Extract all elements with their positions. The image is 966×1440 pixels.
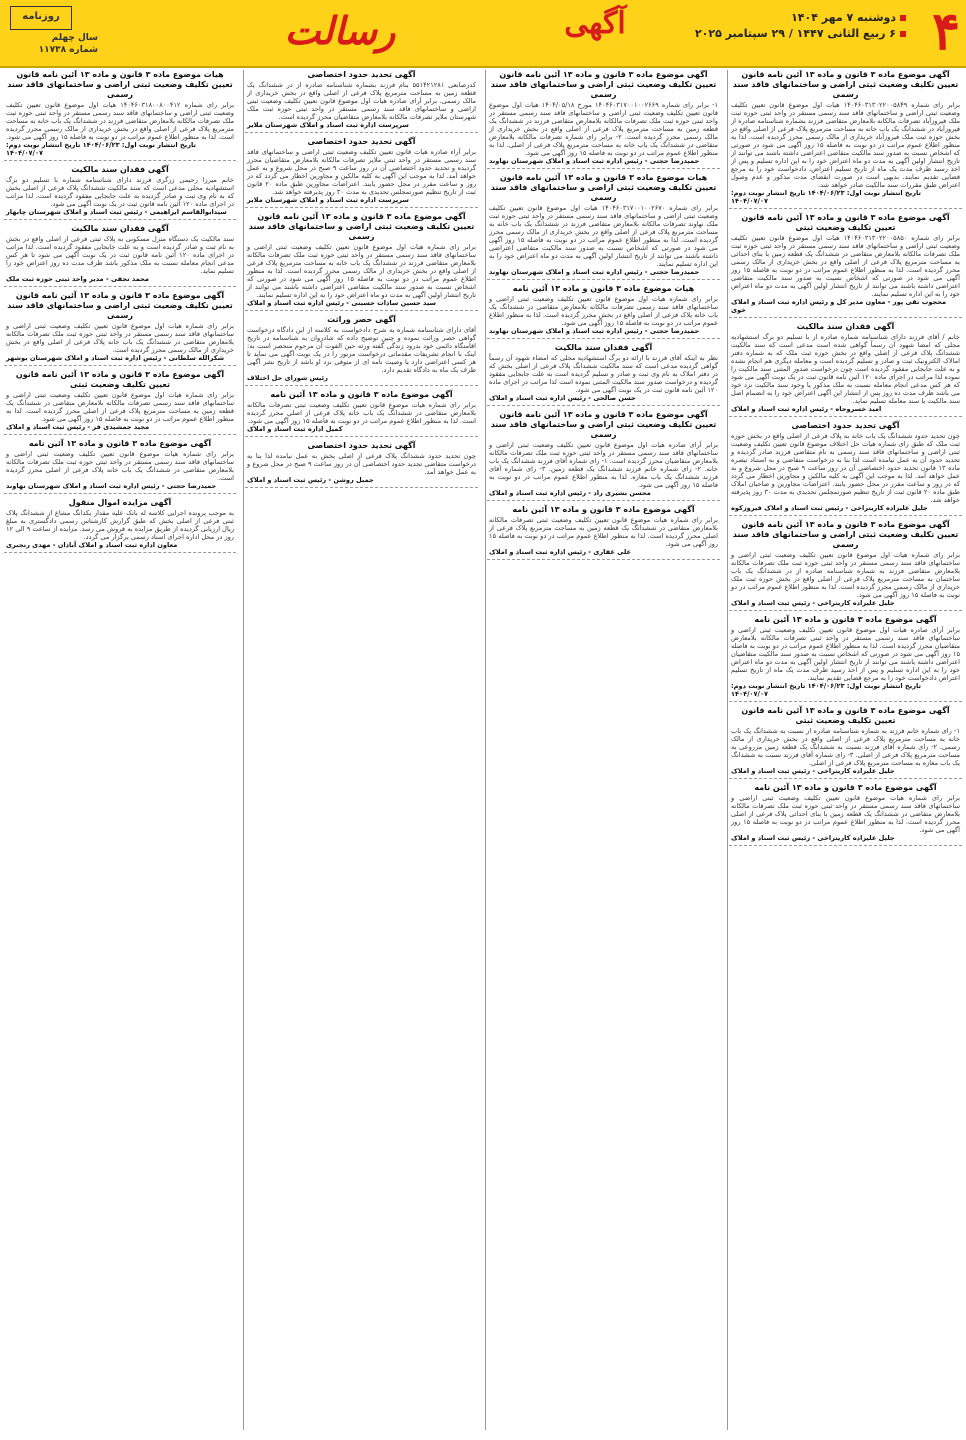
notice-item xyxy=(729,706,962,779)
notice-signature: سیدابوالقاسم ابراهیمی - رئیس ثبت اسناد و املاک شهرستان چابهار xyxy=(6,208,227,216)
notice-body: برابر رای شماره ۱۴۰۴۶۰۳۱۸۰۰۸۰۰۴۱۲ هیات اول موضوع قانون تعیین تکلیف وضعیت ثبتی اراضی و ساختمانهای فاقد سند رسمی مستقر در واحد ثبتی حوزه ثبت ملک تصرفات مالکانه بلامعارض متقاضی فرزند در ششدانگ یک باب خانه به مساحت مترمربع پلاک فرعی از اصلی واقع در بخش خریداری از مالک رسمی محرز گردیده است. لذا به منظور اطلاع عموم مراتب در دو نوبت به فاصله ۱۵ روز آگهی می شود. xyxy=(6,101,234,141)
notice-title: آگهی مزایده اموال منقول xyxy=(68,498,172,507)
notice-title: هیات موضوع ماده ۳ قانون و ماده ۱۳ آئین نامه قانون تعیین تکلیف وضعیت ثبتی اراضی و ساختمانهای فاقد سند رسمی xyxy=(7,70,233,99)
notice-title: آگهی موضوع ماده ۳ قانون و ماده ۱۳ آئین نامه قانون تعیین تکلیف وضعیت ثبتی اراضی و ساختمانهای فاقد سند رسمی xyxy=(490,410,717,439)
notice-body: چون تحدید حدود ششدانگ پلاک فرعی از اصلی بخش به عمل نیامده لذا بنا به درخواست متقاضی تحدید حدود اختصاصی آن در روز ساعت ۹ صبح در محل شروع و به عمل خواهد آمد. xyxy=(247,452,476,476)
notice-title: آگهی تحدید حدود اختصاصی xyxy=(791,421,900,430)
notice-item xyxy=(729,783,962,846)
notice-title: هیات موضوع ماده ۳ قانون و ماده ۱۳ آئین نامه xyxy=(512,284,695,293)
notice-title: آگهی تحدید حدود اختصاصی xyxy=(307,441,416,450)
notice-title: آگهی تحدید حدود اختصاصی xyxy=(307,137,416,146)
notice-title: آگهی تحدید حدود اختصاصی xyxy=(307,70,416,79)
issue-label: شماره ۱۱۷۳۸ xyxy=(38,45,98,55)
notice-body: آقای دارای شناسنامه شماره به شرح دادخواست به کلاسه از این دادگاه درخواست گواهی حصر وراثت نموده و چنین توضیح داده که شادروان به شناسنامه در تاریخ اقامتگاه دائمی خود بدرود زندگی گفته ورثه حین الفوت آن مرحوم منحصر است به: اینک با انجام تشریفات مقدماتی درخواست مزبور را در یک نوبت آگهی می نماید تا هر کسی اعتراضی دارد یا وصیت نامه ای از متوفی نزد او باشد از تاریخ نشر آگهی ظرف یک ماه به دادگاه تقدیم دارد. xyxy=(247,326,476,374)
newspaper-logo: رسالت xyxy=(284,8,396,53)
page-number: ۴ xyxy=(932,1,960,62)
notice-item xyxy=(245,212,478,311)
notice-signature: معاون اداره ثبت اسناد و املاک آبادان - مهدی رنجبری xyxy=(6,541,178,549)
notice-item xyxy=(4,224,236,287)
notice-item xyxy=(729,615,962,702)
notice-title: آگهی فقدان سند مالکیت xyxy=(554,343,653,352)
notice-signature: محسن بشیری راد - رئیس اداره ثبت اسناد و املاک xyxy=(489,489,651,497)
notice-item xyxy=(4,165,236,220)
notice-body: برابر رای شماره هیات اول موضوع قانون تعیین تکلیف وضعیت ثبتی اراضی و ساختمانهای فاقد سند رسمی مستقر در واحد ثبتی حوزه ثبت ملک تصرفات مالکانه بلامعارض متقاضی در ششدانگ یک باب خانه پلاک فرعی از اصلی واقع در بخش خریداری از مالک رسمی محرز گردیده است. xyxy=(6,322,234,354)
bullet-square-icon xyxy=(900,15,906,21)
notice-signature: حمیدرضا حجتی - رئیس اداره ثبت اسناد و املاک شهرستان نهاوند xyxy=(489,268,700,276)
notice-title: آگهی فقدان سند مالکیت xyxy=(71,224,169,233)
date-line-1: دوشنبه ۷ مهر ۱۴۰۴ xyxy=(676,10,906,26)
notice-body: برابر رای شماره هیات اول موضوع قانون تعیین تکلیف وضعیت ثبتی اراضی و ساختمانهای فاقد سند رسمی تصرفات مالکانه بلامعارض متقاضی در ششدانگ یک قطعه زمین به مساحت مترمربع پلاک فرعی از اصلی محرز گردیده است. لذا به منظور اطلاع عموم مراتب در دو نوبت به فاصله ۱۵ روز آگهی می شود. xyxy=(6,391,234,423)
notice-signature: جلیل علیزاده کاریتراخی - رئیس ثبت اسناد و املاک xyxy=(731,599,895,607)
notice-item xyxy=(245,390,478,437)
notice-body: برابر رای شماره هیات موضوع قانون تعیین تکلیف وضعیت ثبتی اراضی و ساختمانهای فاقد سند رسمی مستقر در واحد ثبتی حوزه ثبت ملک تصرفات مالکانه بلامعارض متقاضی در ششدانگ یک باب خانه پلاک فرعی از اصلی محرز گردیده است. xyxy=(6,450,234,482)
notice-signature: حمیدرضا حجتی - رئیس اداره ثبت اسناد و املاک شهرستان نهاوند xyxy=(6,482,217,490)
notice-title: آگهی موضوع ماده ۳ قانون و ماده ۱۳ آئین نامه xyxy=(754,783,937,792)
notice-signature: جلیل علیزاده کاریتراخی - رئیس ثبت اسناد و املاک xyxy=(731,834,895,842)
notice-item xyxy=(4,70,236,161)
notice-body: کدرصانعی ۵۵۱۴۲۱۲۸۱ بنام فرزند بشماره شناسنامه صادره از در ششدانگ یک قطعه زمین به مساحت مترمربع پلاک فرعی از اصلی واقع در بخش خریداری از مالک رسمی. برابر آرای صادره هیات اول موضوع قانون تعیین تکلیف وضعیت ثبتی اراضی و ساختمانهای فاقد سند رسمی مستقر در واحد ثبتی حوزه ثبت ملک شهرستان ملایر تصرفات مالکانه بلامعارض متقاضیان محرز گردیده است. xyxy=(247,81,476,121)
notice-body: برابر رای شماره ۱۴۰۴۶۰۳۱۳۰۲۲۰۰۵۸۴۹ هیات اول موضوع قانون تعیین تکلیف وضعیت ثبتی اراضی و ساختمانهای فاقد سند رسمی مستقر در واحد ثبتی حوزه ثبت ملک فیروزآباد تصرفات مالکانه بلامعارض متقاضی فرزند بشماره شناسنامه صادره از فیروزآباد در ششدانگ یک باب خانه به مساحت مترمربع پلاک فرعی از اصلی واقع در بخش حوزه ثبت ملک فیروزآباد خریداری از مالک رسمی محرز گردیده است. لذا به منظور اطلاع عموم مراتب در دو نوبت به فاصله ۱۵ روز آگهی می شود در صورتی که اشخاص نسبت به صدور سند مالکیت متقاضی اعتراضی داشته باشند می توانند از تاریخ انتشار اولین آگهی به مدت دو ماه اعتراض خود را به این اداره تسلیم و پس از اخذ رسید ظرف مدت یک ماه از تاریخ تسلیم اعتراض، دادخواست خود را به مرجع قضایی تقدیم نمایند. بدیهی است در صورت انقضای مدت مذکور و عدم وصول اعتراض طبق مقررات سند مالکیت صادر خواهد شد. xyxy=(731,101,960,189)
bullet-square-icon xyxy=(900,31,906,37)
notice-item xyxy=(4,439,236,494)
notice-body: ۱- رای شماره خانم فرزند به شماره شناسنامه صادره از نسبت به ششدانگ یک باب خانه به مساحت مترمربع پلاک فرعی از اصلی واقع در بخش خریداری از مالک رسمی. ۲- رای شماره آقای فرزند نسبت به ششدانگ یک قطعه زمین مزروعی به مساحت مترمربع پلاک فرعی از اصلی. ۳- رای شماره آقای فرزند نسبت به ششدانگ یک باب مغازه به مساحت مترمربع پلاک فرعی از اصلی. xyxy=(731,727,960,767)
notice-title: آگهی موضوع ماده ۳ قانون و ماده ۱۳ آئین نامه xyxy=(28,439,212,448)
notice-item xyxy=(245,315,478,386)
notice-title: آگهی موضوع ماده ۳ قانون و ماده ۱۳ آئین نامه قانون تعیین تکلیف وضعیت ثبتی اراضی و ساختمانهای فاقد سند رسمی xyxy=(732,520,959,549)
notice-signature: تاریخ انتشار نوبت اول: ۱۴۰۴/۰۶/۲۳ تاریخ انتشار نوبت دوم: ۱۴۰۴/۰۷/۰۷ xyxy=(6,141,196,157)
notice-body: برابر آرای صادره هیات اول موضوع قانون تعیین تکلیف وضعیت ثبتی اراضی و ساختمانهای فاقد سند رسمی مستقر در واحد ثبتی حوزه ثبت ملک تصرفات مالکانه بلامعارض متقاضیان محرز گردیده است. ۱- رای شماره آقای فرزند ششدانگ یک باب خانه. ۲- رای شماره خانم فرزند ششدانگ یک قطعه زمین. ۳- رای شماره آقای فرزند ششدانگ یک باب مغازه. لذا به منظور اطلاع عموم مراتب در دو نوبت به فاصله ۱۵ روز آگهی می شود. xyxy=(489,441,719,489)
section-title: آگهی xyxy=(564,6,626,41)
notice-body: برابر رای شماره هیات موضوع قانون تعیین تکلیف وضعیت ثبتی تصرفات مالکانه بلامعارض متقاضی در ششدانگ یک قطعه زمین به مساحت مترمربع پلاک فرعی از اصلی محرز گردیده است. لذا به منظور اطلاع عموم مراتب در دو نوبت به فاصله ۱۵ روز آگهی می شود. xyxy=(489,516,718,548)
notice-title: آگهی موضوع ماده ۳ قانون و ماده ۱۳ آئین نامه xyxy=(512,505,695,514)
notice-body: به موجب پرونده اجرایی کلاسه له بانک علیه مقدار یکدانگ مشاع از ششدانگ پلاک ثبتی فرعی از اصلی بخش که طبق گزارش کارشناس رسمی دادگستری به مبلغ ریال ارزیابی گردیده از طریق مزایده به فروش می رسد. مزایده از ساعت ۹ الی ۱۲ روز در محل اداره اجرای اسناد رسمی برگزار می گردد. xyxy=(6,509,235,541)
notice-item xyxy=(729,421,962,516)
corner-logo: روزنامه xyxy=(10,6,72,30)
notice-body: چون تحدید حدود ششدانگ یک باب خانه به پلاک فرعی از اصلی واقع در بخش حوزه ثبت ملک که طبق رای شماره هیات حل اختلاف موضوع قانون تعیین تکلیف وضعیت ثبتی اراضی و ساختمانهای فاقد سند رسمی به نام متقاضی فرزند صادر گردیده و تحدید حدود آن به عمل نیامده است لذا بنا به درخواست متقاضی و به استناد تبصره ماده ۱۳ قانون تحدید حدود اختصاصی آن در روز ساعت ۹ صبح در محل شروع و به عمل خواهد آمد. لذا به موجب این آگهی به کلیه مالکین و مجاورین اخطار می گردد که در روز و ساعت مقرر در محل حضور یابند. اعتراضات مجاورین و صاحبان املاک طبق ماده ۲۰ قانون ثبت از تاریخ تنظیم صورتمجلس تحدیدی به مدت ۳۰ روز پذیرفته خواهد شد. xyxy=(731,432,960,504)
notice-title: آگهی موضوع ماده ۳ قانون و ماده ۱۳ آئین نامه xyxy=(270,390,453,399)
notice-body: خانم / آقای فرزند دارای شناسنامه شماره صادره از با تسلیم دو برگ استشهادیه محلی که امضا شهود آن رسماً گواهی شده است مدعی است که سند مالکیت ششدانگ پلاک فرعی از اصلی واقع در بخش حوزه ثبت ملک که به شماره دفتر امالاک الکترونیک ثبت و صادر و تسلیم گردیده است و معامله دیگری هم انجام نشده و به علت جابجایی مفقود گردیده است چون درخواست صدور المثنی سند مالکیت را نموده لذا مراتب در اجرای ماده ۱۲۰ آئین نامه قانون ثبت در یک نوبت آگهی می شود که هر کس مدعی انجام معامله نسبت به ملک مذکور یا وجود سند مالکیت نزد خود می باشد ظرف مدت ده روز پس از انتشار این آگهی اعتراض خود را به انضمام اصل سند مالکیت یا سند معامله تسلیم نماید. xyxy=(731,333,961,405)
notice-signature: سرپرست اداره ثبت اسناد و املاک شهرستان ملایر xyxy=(247,196,409,204)
notice-body: نظر به اینکه آقای فرزند با ارائه دو برگ استشهادیه محلی که امضاء شهود آن رسماً گواهی گردیده مدعی است که سند مالکیت ششدانگ پلاک فرعی از اصلی بخش که در دفتر املاک به نام وی ثبت و صادر و تسلیم گردیده است به علت جابجایی مفقود گردیده و درخواست صدور سند مالکیت المثنی نموده است لذا مراتب در اجرای ماده ۱۲۰ آئین نامه قانون ثبت در یک نوبت آگهی می شود. xyxy=(489,354,718,394)
notice-body: سند مالکیت یک دستگاه منزل مسکونی به پلاک ثبتی فرعی از اصلی واقع در بخش به نام ثبت و صادر گردیده است و به علت جابجایی مفقود گردیده است. لذا مراتب در اجرای ماده ۱۲۰ آئین نامه قانون ثبت در یک نوبت آگهی می شود تا هر کس مدعی انجام معامله نسبت به ملک مذکور باشد ظرف مدت ده روز اعتراض خود را تسلیم نماید. xyxy=(6,235,234,275)
notice-item xyxy=(487,70,720,169)
notice-title: آگهی موضوع ماده ۳ قانون و ماده ۱۳ آئین نامه قانون تعیین تکلیف وضعیت ثبتی اراضی و ساختمانهای فاقد سند رسمی xyxy=(248,212,475,241)
volume-block xyxy=(8,32,98,56)
notice-signature: حمیدرضا حجتی - رئیس اداره ثبت اسناد و املاک شهرستان نهاوند xyxy=(489,157,700,165)
notice-signature: تاریخ انتشار نوبت اول: ۱۴۰۴/۰۶/۲۳ تاریخ انتشار نوبت دوم: ۱۴۰۴/۰۷/۰۷ xyxy=(731,189,921,205)
notice-item xyxy=(4,498,236,553)
notice-signature: محمد نجفی - مدیر واحد ثبتی حوزه ثبت ملک xyxy=(6,275,149,283)
notice-body: برابر آرای صادره هیات اول موضوع قانون تعیین تکلیف وضعیت ثبتی اراضی و ساختمانهای فاقد سند رسمی مستقر در واحد ثبتی تصرفات مالکانه بلامعارض متقاضیان محرز گردیده است. لذا به منظور اطلاع عموم مراتب در دو نوبت به فاصله ۱۵ روز آگهی می شود در صورتی که اشخاص نسبت به صدور سند مالکیت متقاضیان اعتراضی داشته باشند می توانند از تاریخ انتشار اولین آگهی به مدت دو ماه اعتراض خود را به این اداره تسلیم و پس از اخذ رسید ظرف مدت یک ماه از تاریخ تسلیم اعتراض دادخواست خود را به مرجع قضایی تقدیم نمایند. xyxy=(731,626,960,682)
notice-item xyxy=(4,370,236,435)
notice-columns xyxy=(0,70,966,1440)
notice-title: آگهی فقدان سند مالکیت xyxy=(796,322,895,331)
notice-body: برابر رای شماره هیات موضوع قانون تعیین تکلیف وضعیت ثبتی اراضی و ساختمانهای فاقد سند رسمی مستقر در واحد ثبتی حوزه ثبت ملک تصرفات مالکانه بلامعارض متقاضی در ششدانگ یک قطعه زمین با بنای احداثی پلاک فرعی از اصلی محرز گردیده است. لذا به منظور اطلاع عموم مراتب در دو نوبت به فاصله ۱۵ روز آگهی می شود. xyxy=(731,794,960,834)
notice-body: برابر رای شماره هیات موضوع قانون تعیین تکلیف وضعیت ثبتی تصرفات مالکانه بلامعارض متقاضی در ششدانگ یک باب خانه پلاک فرعی از اصلی محرز گردیده است. لذا به منظور اطلاع عموم مراتب در دو نوبت به فاصله ۱۵ روز آگهی می شود. xyxy=(247,401,476,425)
notice-signature: امید خسروجاه - رئیس اداره ثبت اسناد و املاک xyxy=(731,405,882,413)
notice-signature: جمیل روشن - رئیس ثبت اسناد و املاک xyxy=(247,476,374,484)
notice-title: آگهی موضوع ماده ۳ قانون و ماده ۱۳ آئین نامه قانون تعیین تکلیف وضعیت ثبتی xyxy=(15,370,225,389)
notice-title: آگهی موضوع ماده ۳ قانون و ماده ۱۳ آئین نامه xyxy=(754,615,937,624)
notice-item xyxy=(729,520,962,611)
notice-title: آگهی موضوع ماده ۳ قانون و ماده ۱۳ آئین نامه قانون تعیین تکلیف وضعیت ثبتی xyxy=(741,706,950,725)
notice-item xyxy=(245,70,478,133)
notice-signature: کمیل اداره ثبت اسناد و املاک xyxy=(247,425,343,433)
notice-body: خانم میرزا رحیمی زرگری فرزند دارای شناسنامه شماره با تسلیم دو برگ استشهادیه محلی مدعی است که سند مالکیت ششدانگ پلاک فرعی از اصلی بخش که به نام وی ثبت و صادر گردیده به علت جابجایی مفقود گردیده است. لذا مراتب در اجرای ماده ۱۲۰ آئین نامه قانون ثبت در یک نوبت آگهی می شود. xyxy=(6,176,234,208)
notice-item xyxy=(4,291,236,366)
date-line-2: ۶ ربیع الثانی ۱۴۴۷ / ۲۹ سپتامبر ۲۰۲۵ xyxy=(676,26,906,42)
notice-body: برابر رای شماره هیات اول موضوع قانون تعیین تکلیف وضعیت ثبتی اراضی و ساختمانهای فاقد سند رسمی مستقر در واحد ثبتی حوزه ثبت ملک تصرفات مالکانه بلامعارض متقاضی فرزند در ششدانگ یک باب خانه به مساحت مترمربع پلاک فرعی از اصلی واقع در بخش خریداری از مالک رسمی محرز گردیده است. لذا به منظور اطلاع عموم مراتب در دو نوبت به فاصله ۱۵ روز آگهی می شود در صورتی که اشخاص نسبت به صدور سند مالکیت متقاضی اعتراضی داشته باشند می توانند از تاریخ انتشار اولین آگهی به مدت دو ماه اعتراض خود را به این اداره تسلیم نمایند. xyxy=(247,243,476,299)
notice-title: آگهی حصر وراثت xyxy=(327,315,396,324)
notice-title: هیات موضوع ماده ۳ قانون و ماده ۱۳ آئین نامه قانون تعیین تکلیف وضعیت ثبتی اراضی و ساختمانهای فاقد سند رسمی xyxy=(490,173,717,202)
notice-body: برابر رای شماره ۱۴۰۴۶۰۳۱۳۰۲۲۰۰۵۸۵۰ هیات اول موضوع قانون تعیین تکلیف وضعیت ثبتی اراضی و ساختمانهای فاقد سند رسمی مستقر در واحد ثبتی حوزه ثبت ملک تصرفات مالکانه بلامعارض متقاضی در ششدانگ یک قطعه زمین با بنای احداثی به مساحت مترمربع پلاک فرعی از اصلی واقع در بخش خریداری از مالک رسمی محرز گردیده است. لذا به منظور اطلاع عموم مراتب در دو نوبت به فاصله ۱۵ روز آگهی می شود در صورتی که اشخاص نسبت به صدور سند مالکیت متقاضی اعتراضی داشته باشند می توانند از تاریخ انتشار اولین آگهی به مدت دو ماه اعتراض خود را به این اداره تسلیم نمایند. xyxy=(731,234,960,298)
notice-signature: شکرالله سلطانی - رئیس اداره ثبت اسناد و املاک شهرستان بوشهر xyxy=(6,354,225,362)
notice-title: آگهی موضوع ماده ۳ قانون و ماده ۱۳ آئین نامه قانون تعیین تکلیف وضعیت ثبتی اراضی و ساختمانهای فاقد سند رسمی xyxy=(732,70,959,99)
notice-body: برابر آراء صادره هیات قانون تعیین تکلیف وضعیت ثبتی اراضی و ساختمانهای فاقد سند رسمی مستقر در واحد ثبتی ملایر تصرفات مالکانه بلامعارض متقاضیان محرز گردیده و تحدید حدود اختصاصی آن در روز ساعت ۹ صبح در محل شروع و به عمل خواهد آمد. لذا به موجب این آگهی به کلیه مالکین و مجاورین اخطار می گردد که در روز و ساعت مقرر در محل حضور یابند. اعتراضات مجاورین طبق ماده ۲۰ قانون ثبت از تاریخ تنظیم صورتمجلس تحدیدی به مدت ۳۰ روز پذیرفته خواهد شد. xyxy=(247,148,476,196)
date-block xyxy=(676,10,906,42)
notice-signature: حسن صالحی - رئیس اداره ثبت اسناد و املاک xyxy=(489,394,636,402)
notice-signature: جلیل علیزاده کاریتراخی - رئیس ثبت اسناد و املاک فیروزکوه xyxy=(731,504,928,512)
notice-signature: مجید جمشیدی فر - رئیس ثبت اسناد و املاک xyxy=(6,423,150,431)
notice-signature: محجوب نقی پور - معاون مدیر کل و رئیس اداره ثبت اسناد و املاک خوی xyxy=(731,298,947,314)
volume-label: سال چهلم xyxy=(51,33,98,43)
notice-column xyxy=(487,70,720,1440)
masthead xyxy=(0,0,966,68)
notice-item xyxy=(245,441,478,488)
notice-signature: جلیل علیزاده کاریتراخی - رئیس ثبت اسناد و املاک xyxy=(731,767,895,775)
notice-body: برابر رای شماره هیات اول موضوع قانون تعیین تکلیف وضعیت ثبتی اراضی و ساختمانهای فاقد سند رسمی مستقر در واحد ثبتی حوزه ثبت ملک تصرفات مالکانه بلامعارض متقاضی فرزند به شماره شناسنامه صادره از در ششدانگ یک باب ساختمان به مساحت مترمربع پلاک فرعی از اصلی واقع در بخش حوزه ثبت ملک خریداری از مالک رسمی محرز گردیده است. لذا به منظور اطلاع عموم مراتب در دو نوبت به فاصله ۱۵ روز آگهی می شود. xyxy=(731,551,960,599)
notice-body: ۱- برابر رای شماره ۱۴۰۴۶۰۳۱۷۰۰۱۰۰۲۶۶۹ مورخ ۱۴۰۴/۰۵/۱۸ هیات اول موضوع قانون تعیین تکلیف وضعیت ثبتی اراضی و ساختمانهای فاقد سند رسمی مستقر در واحد ثبتی حوزه ثبت ملک تصرفات مالکانه بلامعارض متقاضی فرزند در ششدانگ یک قطعه زمین به مساحت مترمربع پلاک فرعی از اصلی واقع در بخش خریداری از مالک رسمی محرز گردیده است. ۲- برابر رای شماره تصرفات مالکانه بلامعارض متقاضی در ششدانگ یک باب خانه به مساحت مترمربع پلاک فرعی از اصلی. لذا به منظور اطلاع عموم مراتب در دو نوبت به فاصله ۱۵ روز آگهی می شود. xyxy=(489,101,719,157)
notice-signature: حمیدرضا حجتی - رئیس اداره ثبت اسناد و املاک شهرستان نهاوند xyxy=(489,327,700,335)
notice-item xyxy=(487,284,720,339)
notice-signature: سرپرست اداره ثبت اسناد و املاک شهرستان ملایر xyxy=(247,121,409,129)
notice-item xyxy=(729,70,962,209)
notice-body: برابر رای شماره ۱۴۰۴۶۰۳۱۷۰۰۱۰۰۲۶۷۰ هیات اول موضوع قانون تعیین تکلیف وضعیت ثبتی اراضی و ساختمانهای فاقد سند رسمی مستقر در واحد ثبتی حوزه ثبت ملک نهاوند تصرفات مالکانه بلامعارض متقاضی فرزند در ششدانگ یک باب خانه به مساحت مترمربع پلاک فرعی از اصلی واقع در بخش خریداری از مالک رسمی محرز گردیده است. لذا به منظور اطلاع عموم مراتب در دو نوبت به فاصله ۱۵ روز آگهی می شود در صورتی که اشخاص نسبت به صدور سند مالکیت متقاضی اعتراضی داشته باشند می توانند از تاریخ انتشار اولین آگهی به مدت دو ماه اعتراض خود را به این اداره تسلیم نمایند. xyxy=(489,204,718,268)
notice-title: آگهی موضوع ماده ۳ قانون و ماده ۱۳ آئین نامه قانون تعیین تکلیف وضعیت ثبتی اراضی و ساختمانهای فاقد سند رسمی xyxy=(490,70,717,99)
notice-title: آگهی فقدان سند مالکیت xyxy=(71,165,169,174)
notice-column xyxy=(4,70,236,1440)
notice-column xyxy=(245,70,478,1440)
notice-item xyxy=(487,410,720,501)
notice-item xyxy=(729,322,962,417)
notice-column xyxy=(729,70,962,1440)
notice-signature: سید حسین سادات حسینی - رئیس اداره ثبت اسناد و املاک xyxy=(247,299,437,307)
notice-title: آگهی موضوع ماده ۳ قانون و ماده ۱۳ آئین نامه قانون تعیین تکلیف وضعیت ثبتی اراضی و ساختمانهای فاقد سند رسمی xyxy=(7,291,233,320)
notice-item xyxy=(729,213,962,318)
notice-title: آگهی موضوع ماده ۳ قانون و ماده ۱۳ آئین نامه قانون تعیین تکلیف وضعیت ثبتی xyxy=(741,213,950,232)
notice-body: برابر رای شماره هیات اول موضوع قانون تعیین تکلیف وضعیت ثبتی اراضی و ساختمانهای فاقد سند رسمی تصرفات مالکانه بلامعارض متقاضی در ششدانگ یک باب خانه پلاک فرعی از اصلی واقع در بخش محرز گردیده است. لذا به منظور اطلاع عموم مراتب در دو نوبت به فاصله ۱۵ روز آگهی می شود. xyxy=(489,295,718,327)
notice-item xyxy=(487,505,720,560)
notice-signature: رئیس شورای حل اختلاف xyxy=(247,374,328,382)
notice-item xyxy=(487,173,720,280)
notice-item xyxy=(245,137,478,208)
notice-signature: علی غفاری - رئیس اداره ثبت اسناد و املاک xyxy=(489,548,632,556)
notice-signature: تاریخ انتشار نوبت اول: ۱۴۰۴/۰۶/۲۳ تاریخ انتشار نوبت دوم: ۱۴۰۴/۰۷/۰۷ xyxy=(731,682,921,698)
notice-item xyxy=(487,343,720,406)
